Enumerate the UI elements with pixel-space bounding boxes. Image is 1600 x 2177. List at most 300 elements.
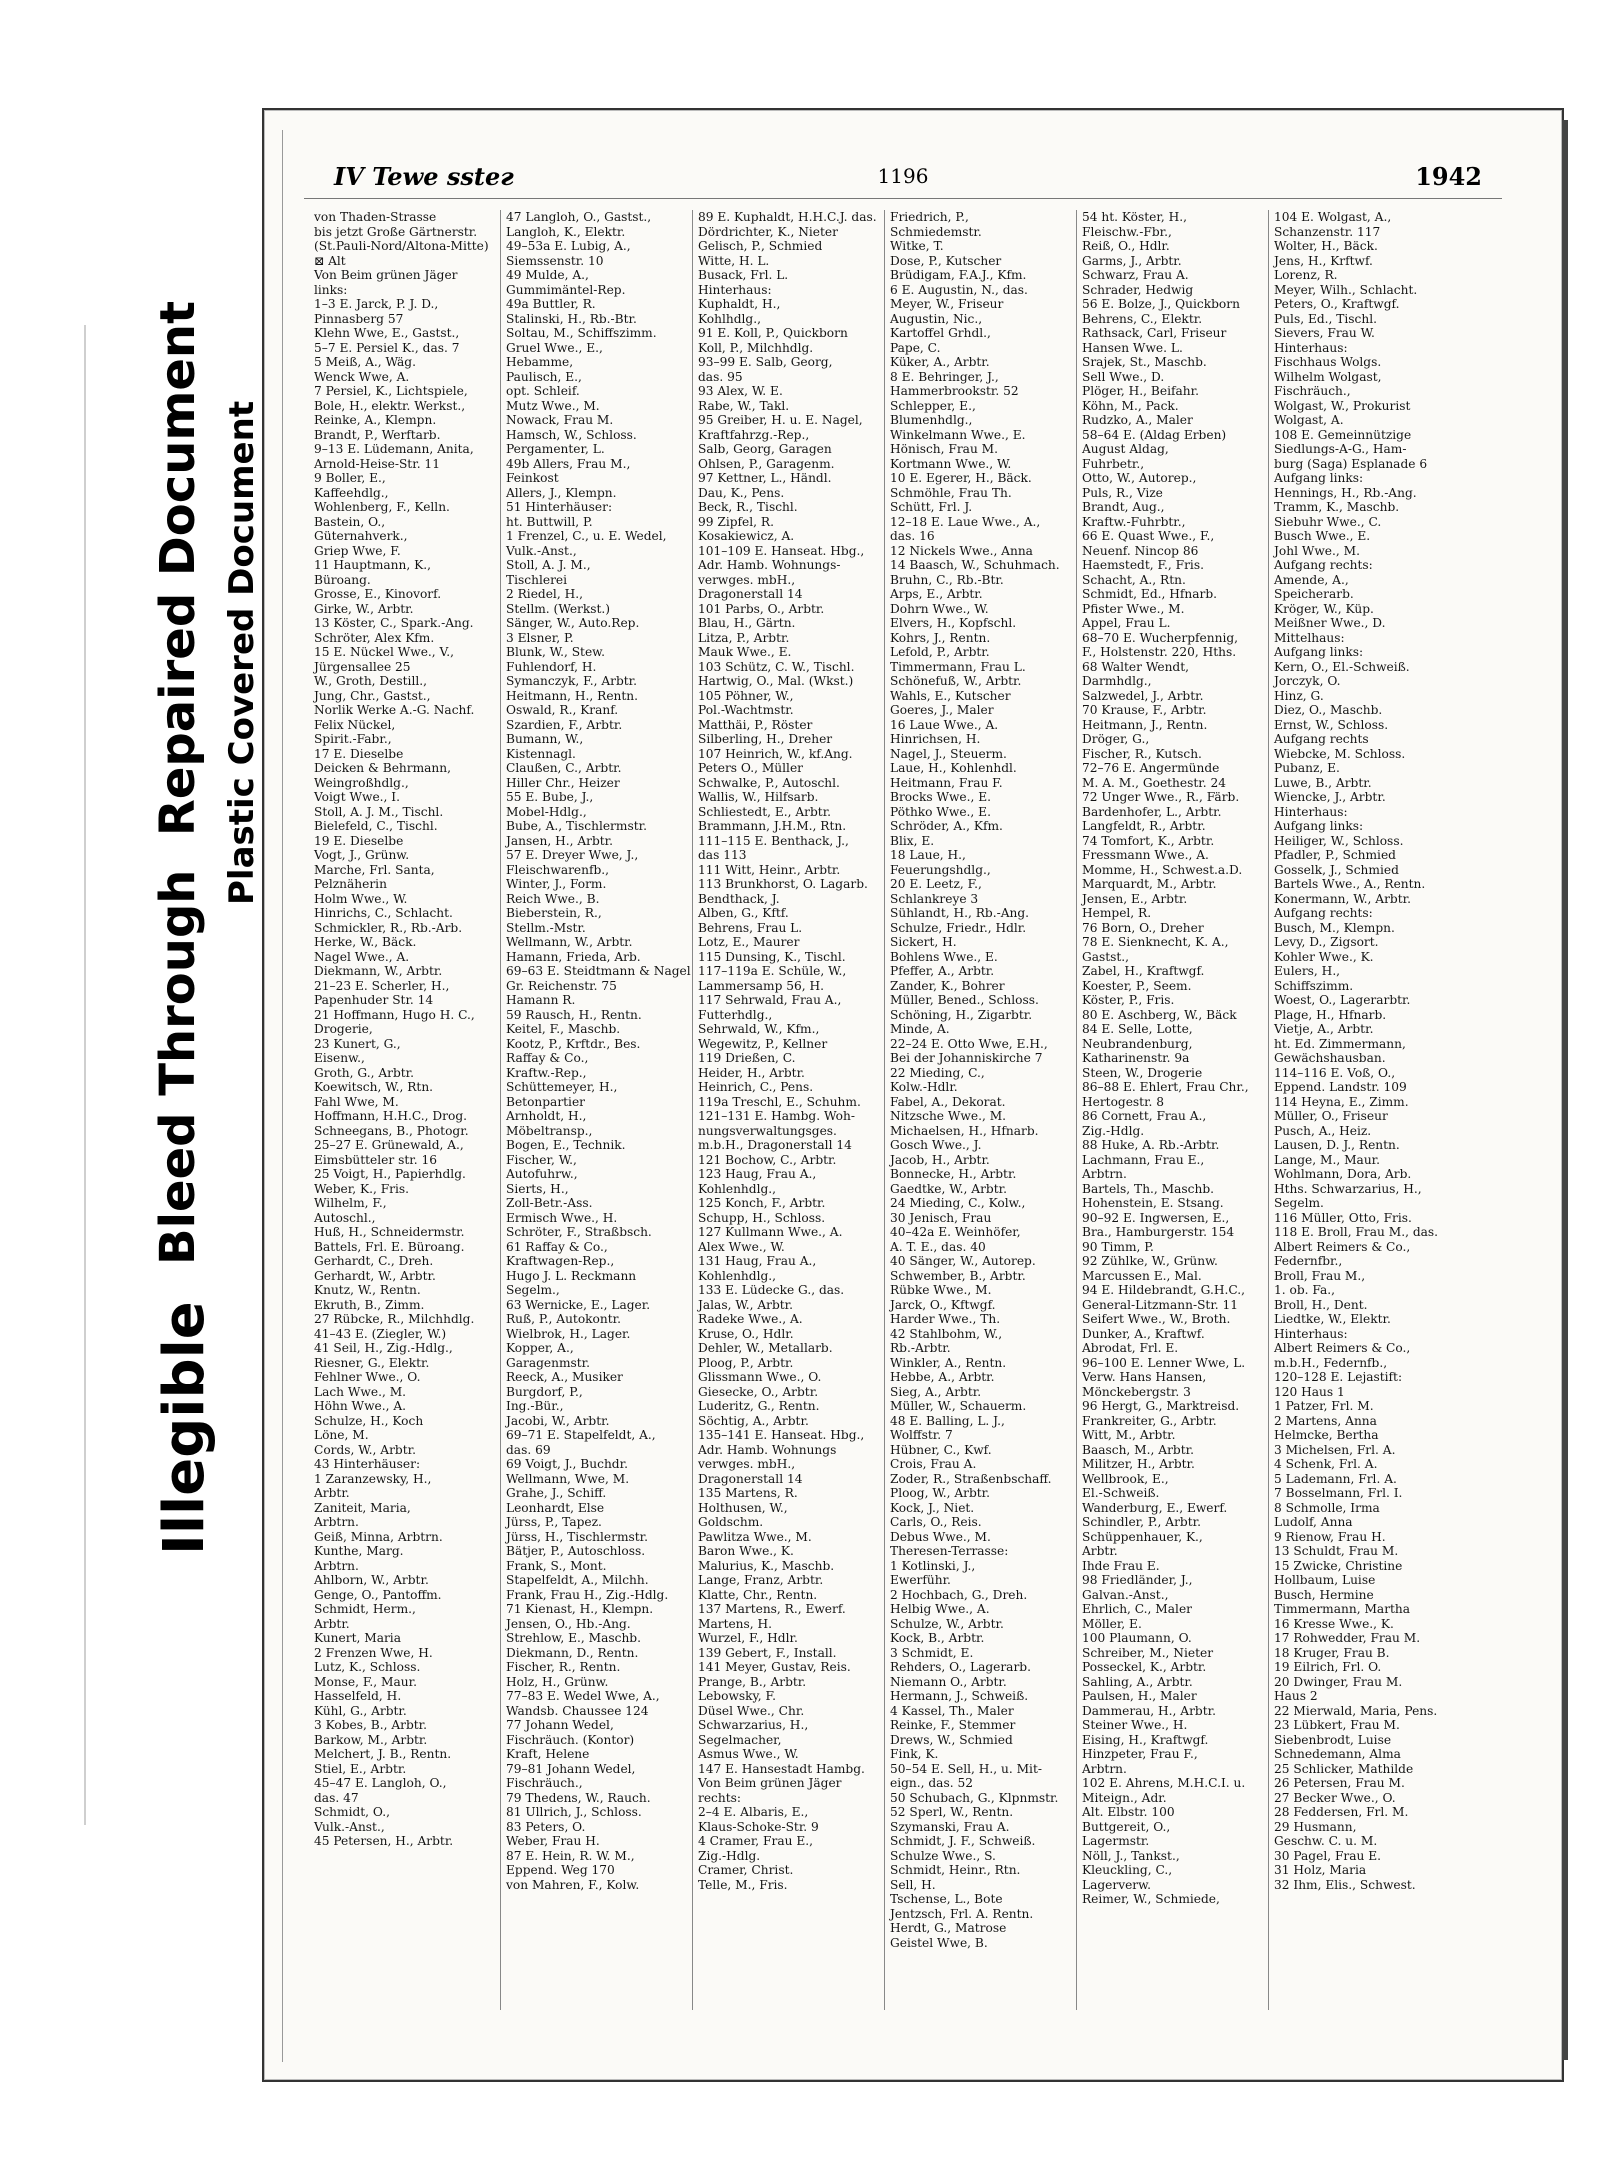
directory-entry: Holthusen, W., (698, 1500, 788, 1515)
column-5 (1080, 210, 1269, 2010)
directory-entry: Fleischw.-Fbr., (1082, 224, 1172, 239)
directory-entry: 94 E. Hildebrandt, G.H.C., (1082, 1283, 1245, 1297)
directory-entry: Rabe, W., Takl. (698, 398, 790, 413)
directory-entry: 72–76 E. Angermünde (1082, 761, 1220, 775)
directory-entry: Wielbrok, H., Lager. (506, 1326, 631, 1341)
directory-entry: Schulze, Friedr., Hdlr. (890, 920, 1027, 935)
directory-entry: 41 Seil, H., Zig.-Hdlg., (314, 1341, 453, 1355)
directory-entry: Schmidt, J. F., Schweiß. (890, 1834, 1036, 1848)
directory-entry: Bogen, E., Technik. (506, 1138, 626, 1152)
directory-entry: Schmidt, O., (314, 1805, 390, 1819)
directory-entry: Rübke Wwe., M. (890, 1283, 992, 1297)
directory-entry: Srajek, St., Maschb. (1082, 355, 1207, 369)
directory-entry: Schmickler, R., Rb.-Arb. (314, 920, 463, 935)
directory-entry: Liedtke, W., Elektr. (1274, 1312, 1391, 1326)
directory-entry: Eising, H., Kraftwgf. (1082, 1732, 1209, 1747)
directory-entry: m.b.H., Dragonerstall 14 (698, 1138, 852, 1152)
directory-entry: Wanderburg, E., Ewerf. (1082, 1500, 1228, 1515)
directory-entry: Keitel, F., Maschb. (506, 1022, 621, 1036)
directory-entry: Norlik Werke A.-G. Nachf. (314, 703, 475, 717)
directory-entry: burg (Saga) Esplanade 6 (1274, 456, 1428, 471)
directory-entry: Fahl Wwe, M. (314, 1094, 399, 1109)
directory-entry: El.-Schweiß. (1082, 1486, 1160, 1500)
directory-entry: Wohlmann, Dora, Arb. (1274, 1167, 1412, 1181)
directory-entry: Lebowsky, F. (698, 1689, 776, 1703)
directory-entry: Timmermann, Frau L. (890, 659, 1026, 674)
directory-entry: Heinrich, C., Pens. (698, 1080, 814, 1094)
directory-entry: 3 Schmidt, E. (890, 1645, 974, 1660)
directory-entry: Appel, Frau L. (1082, 616, 1171, 630)
directory-entry: Cramer, Christ. (698, 1863, 794, 1877)
directory-entry: 50 Schubach, G., Klpnmstr. (890, 1790, 1059, 1805)
directory-entry: 10 E. Egerer, H., Bäck. (890, 471, 1032, 485)
directory-entry: Siebuhr Wwe., C. (1274, 514, 1382, 529)
directory-entry: Aufgang links: (1274, 471, 1364, 485)
directory-entry: 1 Frenzel, C., u. E. Wedel, (506, 529, 667, 543)
directory-entry: Wellmann, Wwe, M. (506, 1471, 630, 1486)
directory-entry: Aufgang rechts: (1274, 906, 1373, 920)
directory-entry: 84 E. Selle, Lotte, (1082, 1022, 1193, 1036)
directory-entry: Glissmann Wwe., O. (698, 1370, 822, 1384)
directory-entry: Arbtr. (1082, 1544, 1118, 1558)
directory-entry: Gerhardt, W., Arbtr. (314, 1268, 436, 1283)
directory-entry: Diez, O., Maschb. (1274, 703, 1383, 717)
directory-entry: Dragonerstall 14 (698, 587, 803, 601)
column-4 (888, 210, 1077, 2010)
directory-entry: Radeke Wwe., A. (698, 1312, 803, 1326)
directory-entry: Schröder, A., Kfm. (890, 819, 1003, 833)
directory-entry: Jürgensallee 25 (314, 659, 411, 674)
directory-entry: Baron Wwe., K. (698, 1544, 794, 1558)
page-header (304, 162, 1502, 199)
directory-entry: M. A. M., Goethestr. 24 (1082, 775, 1227, 790)
directory-entry: Pöthko Wwe., E. (890, 804, 991, 819)
directory-entry: 5–7 E. Persiel K., das. 7 (314, 340, 460, 355)
directory-entry: Bartels Wwe., A., Rentn. (1274, 877, 1426, 891)
directory-entry: 90–92 E. Ingwersen, E., (1082, 1210, 1230, 1225)
directory-entry: Wurzel, F., Hdlr. (698, 1631, 798, 1645)
directory-entry: Von Beim grünen Jäger (698, 1776, 842, 1790)
directory-entry: Wellmann, W., Arbtr. (506, 935, 633, 949)
directory-entry: Peters O., Müller (698, 761, 803, 775)
directory-entry: 43 Hinterhäuser: (314, 1457, 421, 1471)
directory-entry: Bra., Hamburgerstr. 154 (1082, 1225, 1235, 1239)
directory-entry: 90 Timm, P. (1082, 1239, 1154, 1254)
directory-entry: Fischer, R., Kutsch. (1082, 746, 1202, 761)
directory-entry: 9 Rienow, Frau H. (1274, 1529, 1386, 1544)
directory-entry: Prange, B., Arbtr. (698, 1674, 807, 1689)
directory-entry: 114–116 E. Voß, O., (1274, 1065, 1396, 1080)
directory-entry: Feuerungshdlg., (890, 862, 991, 877)
directory-entry: Miteign., Adr. (1082, 1790, 1167, 1805)
directory-entry: Gruel Wwe., E., (506, 340, 603, 355)
directory-entry: 123 Haug, Frau A., (698, 1167, 817, 1181)
directory-entry: Paulisch, E., (506, 369, 582, 384)
directory-entry: Rehders, O., Lagerarb. (890, 1660, 1031, 1674)
directory-entry: 135 Martens, R. (698, 1486, 798, 1500)
directory-entry: Ludolf, Anna (1274, 1515, 1353, 1529)
directory-entry: Schmidt, Heinr., Rtn. (890, 1863, 1021, 1877)
directory-entry: 127 Kullmann Wwe., A. (698, 1225, 843, 1239)
directory-entry: Ohlsen, P., Garagenm. (698, 456, 835, 471)
directory-entry: Düsel Wwe., Chr. (698, 1703, 805, 1718)
directory-entry: Blau, H., Gärtn. (698, 616, 796, 630)
directory-entry: Kraftwagen-Rep., (506, 1254, 615, 1268)
directory-entry: Fressmann Wwe., A. (1082, 848, 1209, 862)
directory-entry: 13 Schuldt, Frau M. (1274, 1544, 1399, 1558)
directory-entry: Konermann, W., Arbtr. (1274, 891, 1411, 906)
directory-entry: Nagel, J., Steuerm. (890, 746, 1007, 761)
header-street-title: IV Tewe sstег (334, 162, 514, 191)
directory-entry: 69–63 E. Steidtmann & Nagel (506, 964, 691, 978)
directory-entry: Nowack, Frau M. (506, 413, 614, 427)
directory-entry: verwges. mbH., (698, 1457, 796, 1471)
directory-entry: 111–115 E. Benthack, J., (698, 833, 849, 848)
directory-entry: Bardenhofer, L., Arbtr. (1082, 804, 1222, 819)
directory-entry: Puls, Ed., Tischl. (1274, 311, 1377, 326)
directory-entry: Segelm., (506, 1283, 560, 1297)
directory-entry: Giesecke, O., Arbtr. (698, 1384, 819, 1399)
directory-entry: 68 Walter Wendt, (1082, 659, 1189, 674)
directory-entry: Dragonerstall 14 (698, 1471, 803, 1486)
directory-entry: Witke, T. (890, 239, 944, 253)
directory-entry: Zander, K., Bohrer (890, 978, 1005, 993)
directory-entry: Tramm, K., Maschb. (1274, 500, 1400, 514)
directory-entry: Galvan.-Anst., (1082, 1587, 1169, 1602)
directory-entry: Huß, H., Schneidermstr. (314, 1225, 465, 1239)
directory-entry: 18 Kruger, Frau B. (1274, 1645, 1390, 1660)
directory-entry: 141 Meyer, Gustav, Reis. (698, 1660, 851, 1674)
directory-entry: 120–128 E. Lejastift: (1274, 1370, 1403, 1384)
directory-entry: Zig.-Hdlg. (698, 1848, 761, 1863)
directory-entry: Ewerführ. (890, 1573, 951, 1587)
directory-entry: 115 Dunsing, K., Tischl. (698, 949, 846, 964)
directory-entry: Brüdigam, F.A.J., Kfm. (890, 268, 1027, 282)
directory-entry: Pawlitza Wwe., M. (698, 1529, 812, 1544)
directory-entry: Oswald, R., Kranf. (506, 703, 619, 717)
directory-entry: Wiencke, J., Arbtr. (1274, 790, 1386, 804)
directory-entry: 66 E. Quast Wwe., F., (1082, 529, 1215, 543)
directory-entry: (St.Pauli-Nord/Altona-Mitte) (314, 239, 489, 253)
directory-entry: Reiß, O., Hdlr. (1082, 239, 1170, 253)
directory-entry: 51 Hinterhäuser: (506, 500, 613, 514)
directory-entry: 2 Riedel, H., (506, 587, 583, 601)
directory-entry: 17 Rohwedder, Frau M. (1274, 1631, 1421, 1645)
directory-entry: Wallis, W., Hilfsarb. (698, 790, 819, 804)
directory-entry: 49b Allers, Frau M., (506, 456, 631, 471)
directory-entry: 30 Pagel, Frau E. (1274, 1848, 1382, 1863)
directory-entry: 116 Müller, Otto, Fris. (1274, 1210, 1412, 1225)
directory-entry: Kistennagl. (506, 746, 576, 761)
directory-entry: Wohlenberg, F., Kelln. (314, 500, 450, 514)
directory-entry: 5 Lademann, Frl. A. (1274, 1471, 1397, 1486)
directory-entry: Eppend. Weg 170 (506, 1863, 615, 1877)
directory-entry: Aufgang rechts (1274, 732, 1369, 746)
directory-entry: Fischräuch., (1274, 384, 1351, 398)
directory-entry: 21–23 E. Scherler, H., (314, 978, 450, 993)
directory-entry: das. 47 (314, 1790, 359, 1805)
directory-entry: Kolw.-Hdlr. (890, 1080, 958, 1094)
directory-entry: Lachmann, Frau E., (1082, 1152, 1205, 1167)
header-page-number: 1196 (877, 164, 929, 188)
directory-entry: Woest, O., Lagerarbtr. (1274, 993, 1411, 1007)
directory-entry: Alt. Elbstr. 100 (1082, 1805, 1175, 1819)
directory-entry: Kock, J., Niet. (890, 1500, 975, 1515)
directory-entry: Weber, Frau H. (506, 1834, 600, 1848)
directory-entry: Hertogestr. 8 (1082, 1094, 1165, 1109)
directory-entry: 69–71 E. Stapelfeldt, A., (506, 1428, 656, 1442)
directory-entry: 4 Cramer, Frau E., (698, 1834, 813, 1848)
directory-entry: Mutz Wwe., M. (506, 398, 600, 413)
directory-entry: Matthäi, P., Röster (698, 717, 813, 732)
directory-entry: 3 Michelsen, Frl. A. (1274, 1442, 1396, 1457)
directory-entry: Heiliger, W., Schloss. (1274, 833, 1404, 848)
scanned-page (262, 108, 1564, 2082)
directory-entry: Bendthack, J. (698, 891, 780, 906)
directory-entry: Lotz, E., Maurer (698, 935, 800, 949)
directory-entry: Zig.-Hdlg. (1082, 1123, 1145, 1138)
directory-entry: Herke, W., Bäck. (314, 935, 417, 949)
directory-entry: Schupp, H., Schloss. (698, 1210, 826, 1225)
directory-entry: Ploog, P., Arbtr. (698, 1355, 794, 1370)
directory-entry: 47 Langloh, O., Gastst., (506, 210, 652, 224)
directory-entry: Burgdorf, P., (506, 1384, 583, 1399)
directory-entry: Strehlow, E., Maschb. (506, 1631, 641, 1645)
directory-entry: Kruse, O., Hdlr. (698, 1326, 794, 1341)
directory-entry: Kohlhdlg., (698, 311, 761, 326)
directory-entry: Hinrichsen, H. (890, 732, 981, 746)
directory-entry: Witt, M., Arbtr. (1082, 1428, 1176, 1442)
directory-entry: Broll, Frau M., (1274, 1268, 1366, 1283)
directory-entry: Autofuhrw., (506, 1167, 578, 1181)
directory-entry: Rathsack, Carl, Friseur (1082, 326, 1227, 340)
directory-entry: Meyer, W., Friseur (890, 297, 1004, 311)
directory-entry: Arbtrn. (314, 1515, 359, 1529)
directory-entry: Hamann, Frieda, Arb. (506, 949, 641, 964)
directory-entry: Heider, H., Arbtr. (698, 1065, 805, 1080)
directory-entry: Litza, P., Arbtr. (698, 630, 790, 645)
directory-entry: 100 Plaumann, O. (1082, 1631, 1192, 1645)
directory-entry: Sievers, Frau W. (1274, 326, 1375, 340)
directory-entry: Jürss, P., Tapez. (506, 1515, 602, 1529)
directory-entry: Drogerie, (314, 1022, 373, 1036)
directory-entry: Friedrich, P., (890, 210, 969, 224)
directory-entry: Kootz, P., Krftdr., Bes. (506, 1036, 641, 1051)
directory-entry: 9 Boller, E., (314, 471, 386, 485)
directory-entry: Segelmacher, (698, 1732, 782, 1747)
directory-entry: Lefold, P., Arbtr. (890, 645, 990, 659)
directory-entry: Debus Wwe., M. (890, 1529, 991, 1544)
directory-entry: Köster, P., Fris. (1082, 993, 1175, 1007)
directory-entry: Bartels, Th., Maschb. (1082, 1181, 1215, 1196)
directory-entry: Fleischwarenfb., (506, 862, 610, 877)
directory-entry: Aufgang rechts: (1274, 558, 1373, 572)
directory-entry: das. 69 (506, 1442, 551, 1457)
directory-entry: Hübner, C., Kwf. (890, 1442, 992, 1457)
directory-entry: Plöger, H., Beifahr. (1082, 384, 1199, 398)
directory-entry: Reeck, A., Musiker (506, 1370, 623, 1384)
directory-entry: Grosse, E., Kinovorf. (314, 587, 442, 601)
directory-entry: 86 Cornett, Frau A., (1082, 1109, 1207, 1123)
directory-entry: Bei der Johanniskirche 7 (890, 1051, 1043, 1065)
directory-entry: Hamann R. (506, 993, 576, 1007)
directory-entry: Pfeffer, A., Arbtr. (890, 964, 995, 978)
directory-entry: Gewächshausban. (1274, 1051, 1386, 1065)
directory-entry: Ihde Frau E. (1082, 1558, 1160, 1573)
directory-entry: Dördrichter, K., Nieter (698, 224, 838, 239)
directory-entry: Arbtr. (314, 1616, 350, 1631)
directory-entry: Hammerbrookstr. 52 (890, 384, 1019, 398)
directory-entry: Gummimäntel-Rep. (506, 282, 626, 297)
directory-entry: Pergamenter, L. (506, 442, 605, 456)
directory-entry: Kraftw.-Fuhrbtr., (1082, 514, 1186, 529)
directory-entry: Kraft, Helene (506, 1747, 590, 1761)
directory-entry: Zaniteit, Maria, (314, 1500, 411, 1515)
directory-entry: verwges. mbH., (698, 572, 796, 587)
directory-entry: Theresen-Terrasse: (890, 1544, 1009, 1558)
directory-entry: Sieg, A., Arbtr. (890, 1384, 982, 1399)
directory-entry: Vulk.-Anst., (506, 543, 577, 558)
directory-entry: Knutz, W., Rentn. (314, 1283, 421, 1297)
directory-entry: 1 Zaranzewsky, H., (314, 1471, 432, 1486)
directory-entry: Brandt, Aug., (1082, 500, 1165, 514)
directory-entry: Dammerau, H., Arbtr. (1082, 1703, 1216, 1718)
directory-entry: Schröter, Alex Kfm. (314, 630, 435, 645)
directory-entry: Schlankreye 3 (890, 891, 979, 906)
directory-entry: 71 Kienast, H., Klempn. (506, 1602, 654, 1616)
directory-entry: Alex Wwe., W. (698, 1239, 785, 1254)
column-6 (1272, 210, 1452, 2010)
column-1 (312, 210, 501, 2010)
directory-entry: Leonhardt, Else (506, 1500, 605, 1515)
directory-entry: Momme, H., Schwest.a.D. (1082, 862, 1243, 877)
directory-entry: Zoll-Betr.-Ass. (506, 1196, 593, 1210)
directory-entry: Steen, W., Drogerie (1082, 1065, 1203, 1080)
directory-entry: Jens, H., Krftwf. (1274, 253, 1373, 268)
directory-entry: Möller, E. (1082, 1616, 1142, 1631)
directory-entry: 45–47 E. Langloh, O., (314, 1776, 447, 1790)
directory-entry: Gosch Wwe., J. (890, 1138, 982, 1152)
directory-entry: Kern, O., El.-Schweiß. (1274, 659, 1410, 674)
directory-entry: Tschense, L., Bote (890, 1892, 1003, 1906)
directory-entry: Jorczyk, O. (1274, 674, 1341, 688)
directory-entry: 1 Patzer, Frl. M. (1274, 1399, 1374, 1413)
directory-entry: Bieberstein, R., (506, 906, 602, 920)
directory-entry: Schüttemeyer, H., (506, 1080, 618, 1094)
directory-entry: Meyer, Wilh., Schlacht. (1274, 282, 1418, 297)
directory-entry: Nitzsche Wwe., M. (890, 1109, 1007, 1123)
directory-entry: Kohlenhdlg., (698, 1268, 777, 1283)
directory-entry: Geiß, Minna, Arbtrn. (314, 1529, 443, 1544)
directory-entry: Sahling, A., Arbtr. (1082, 1674, 1193, 1689)
directory-entry: 114 Heyna, E., Zimm. (1274, 1094, 1409, 1109)
directory-entry: Schwarzarius, H., (698, 1718, 809, 1732)
directory-entry: 104 E. Wolgast, A., (1274, 210, 1392, 224)
directory-entry: 70 Krause, F., Arbtr. (1082, 703, 1207, 717)
directory-entry: Schönefuß, W., Arbtr. (890, 674, 1022, 688)
directory-entry: Gr. Reichenstr. 75 (506, 978, 617, 993)
directory-entry: Helmcke, Bertha (1274, 1428, 1379, 1442)
directory-entry: Stapelfeldt, A., Milchh. (506, 1573, 649, 1587)
directory-entry: Hinzpeter, Frau F., (1082, 1747, 1198, 1761)
directory-entry: Darmhdlg., (1082, 674, 1152, 688)
directory-entry: F., Holstenstr. 220, Hths. (1082, 645, 1237, 659)
directory-entry: Dröger, G., (1082, 732, 1150, 746)
directory-entry: Witte, H. L. (698, 253, 770, 268)
directory-entry: Schöning, H., Zigarbtr. (890, 1007, 1033, 1022)
directory-entry: Garms, J., Arbtr. (1082, 253, 1182, 268)
directory-entry: Küker, A., Arbtr. (890, 355, 990, 369)
directory-entry: Schlepper, E., (890, 398, 976, 413)
directory-entry: 2 Hochbach, G., Dreh. (890, 1587, 1028, 1602)
directory-entry: Silberling, H., Dreher (698, 732, 833, 746)
directory-entry: Kohrs, J., Rentn. (890, 630, 991, 645)
directory-entry: Schütt, Frl. J. (890, 500, 973, 514)
directory-entry: 25 Schlicker, Mathilde (1274, 1761, 1414, 1776)
directory-entry: Schindler, P., Arbtr. (1082, 1515, 1201, 1529)
label-repaired: Repaired Document (150, 300, 206, 837)
directory-entry: Gerhardt, C., Dreh. (314, 1254, 434, 1268)
directory-entry: Geistel Wwe, B. (890, 1935, 988, 1950)
directory-entry: Zabel, H., Kraftwgf. (1082, 964, 1205, 978)
directory-entry: 83 Peters, O. (506, 1819, 586, 1834)
directory-entry: 107 Heinrich, W., kf.Ang. (698, 746, 853, 761)
directory-entry: Luderitz, G., Rentn. (698, 1399, 820, 1413)
directory-entry: 1. ob. Fa., (1274, 1283, 1336, 1297)
directory-entry: Fischer, W., (506, 1152, 577, 1167)
directory-entry: Lange, M., Maur. (1274, 1152, 1381, 1167)
directory-entry: 95 Greiber, H. u. E. Nagel, (698, 413, 863, 427)
directory-entry: Köhn, M., Pack. (1082, 398, 1179, 413)
directory-entry: Hugo J. L. Reckmann (506, 1268, 637, 1283)
directory-entry: 20 Dwinger, Frau M. (1274, 1674, 1403, 1689)
directory-entry: Garagenmstr. (506, 1355, 591, 1370)
directory-entry: Sickert, H. (890, 935, 957, 949)
directory-entry: 59 Rausch, H., Rentn. (506, 1007, 642, 1022)
directory-entry: Holz, H., Grünw. (506, 1674, 609, 1689)
directory-entry: Reinke, A., Klempn. (314, 413, 437, 427)
directory-entry: das. 16 (890, 529, 935, 543)
directory-entry: 25–27 E. Grünewald, A., (314, 1138, 464, 1152)
directory-entry: Jacob, H., Arbtr. (890, 1152, 990, 1167)
directory-entry: Griep Wwe, F. (314, 543, 401, 558)
directory-entry: Plage, H., Hfnarb. (1274, 1007, 1387, 1022)
directory-entry: Hansen Wwe. L. (1082, 340, 1183, 355)
directory-entry: Frank, Frau H., Zig.-Hdlg. (506, 1587, 669, 1602)
directory-entry: Marche, Frl. Santa, (314, 862, 435, 877)
directory-entry: Kraftw.-Rep., (506, 1065, 587, 1080)
directory-entry: Battels, Frl. E. Büroang. (314, 1239, 465, 1254)
directory-entry: Klehn Wwe, E., Gastst., (314, 326, 460, 340)
directory-entry: Heitmann, Frau F. (890, 775, 1003, 790)
directory-entry: 52 Sperl, W., Rentn. (890, 1805, 1014, 1819)
directory-entry: 147 E. Hansestadt Hambg. (698, 1761, 865, 1776)
directory-entry: 113 Brunkhorst, O. Lagarb. (698, 877, 868, 891)
directory-entry: Kunert, Maria (314, 1631, 401, 1645)
directory-entry: Löne, M. (314, 1428, 369, 1442)
directory-entry: Goldschm. (698, 1515, 764, 1529)
directory-entry: Schmidt, Ed., Hfnarb. (1082, 587, 1218, 601)
directory-entry: 58–64 E. (Aldag Erben) (1082, 427, 1227, 442)
directory-entry: Brocks Wwe., E. (890, 790, 992, 804)
directory-entry: Jung, Chr., Gastst., (314, 688, 431, 703)
directory-entry: Stellm. (Werkst.) (506, 601, 611, 616)
directory-entry: 137 Martens, R., Ewerf. (698, 1602, 846, 1616)
directory-entry: 30 Jenisch, Frau (890, 1210, 992, 1225)
directory-entry: 119 Drießen, C. (698, 1051, 796, 1065)
directory-entry: Arps, E., Arbtr. (890, 587, 983, 601)
directory-columns (312, 210, 1452, 2010)
